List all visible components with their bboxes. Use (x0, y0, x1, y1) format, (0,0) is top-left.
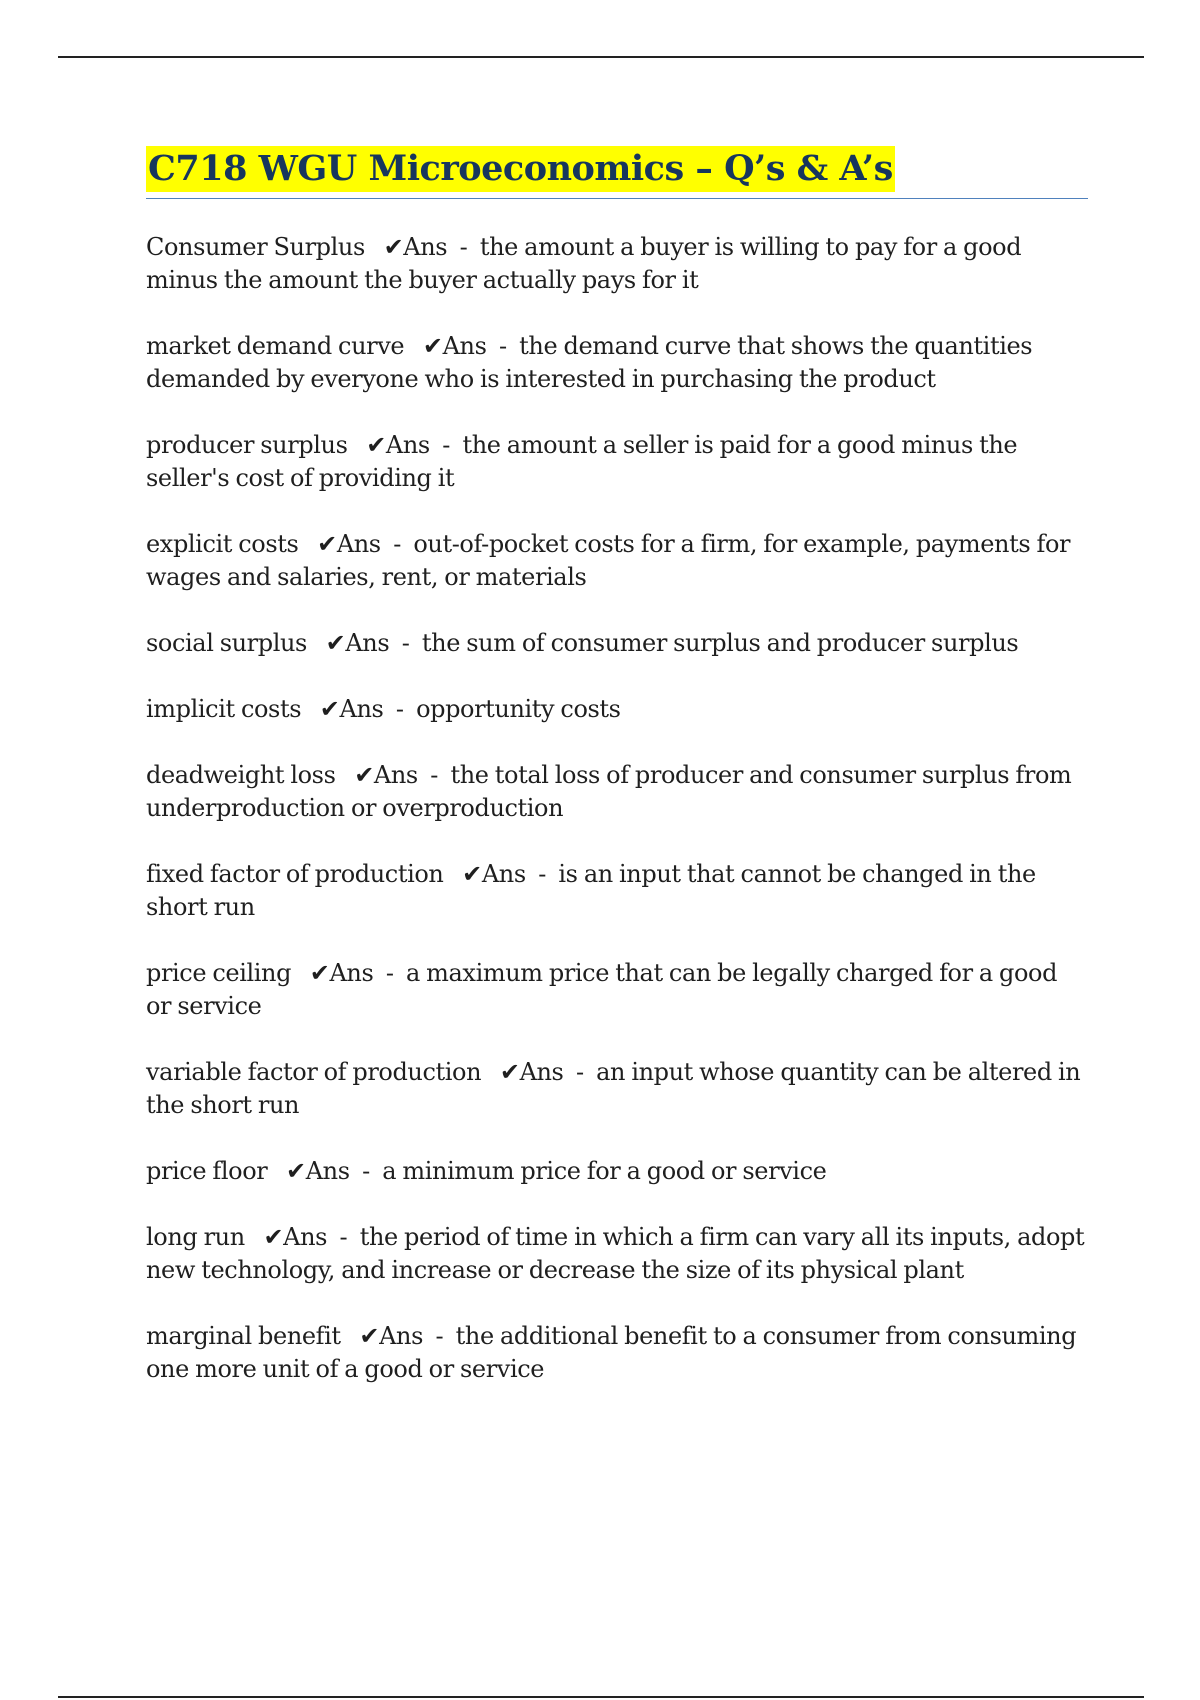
qa-item: deadweight loss ✔Ans - the total loss of producer and consumer surplus from underproduction or overproduction (146, 761, 1072, 822)
qa-term: implicit costs (146, 695, 302, 723)
qa-item: variable factor of production ✔Ans - an input whose quantity can be altered in the short run (146, 1058, 1081, 1119)
qa-term: marginal benefit (146, 1322, 341, 1350)
qa-item: Consumer Surplus ✔Ans - the amount a buyer is willing to pay for a good minus the amount the buyer actually pays for it (146, 233, 1022, 294)
qa-definition: a maximum price that can be legally charged for a good or service (146, 959, 1058, 1020)
qa-item: market demand curve ✔Ans - the demand curve that shows the quantities demanded by everyone who is interested in purchasing the product (146, 332, 1033, 393)
answer-check-marker: ✔Ans (422, 332, 487, 360)
qa-term: producer surplus (146, 431, 348, 459)
answer-check-marker: ✔Ans (366, 431, 430, 459)
qa-list (146, 231, 1088, 1386)
answer-check-marker: ✔Ans (383, 233, 448, 261)
qa-definition: the amount a seller is paid for a good minus the seller's cost of providing it (146, 431, 1018, 492)
qa-term: long run (146, 1223, 245, 1251)
qa-definition: the period of time in which a firm can vary all its inputs, adopt new technology, and increase or decrease the size of its physical plant (146, 1223, 1085, 1284)
qa-definition: the total loss of producer and consumer surplus from underproduction or overproduction (146, 761, 1072, 822)
document-title: C718 WGU Microeconomics – Q’s & A’s (146, 146, 895, 192)
answer-check-marker: ✔Ans (286, 1157, 350, 1185)
qa-term: price floor (146, 1157, 268, 1185)
qa-item: long run ✔Ans - the period of time in which a firm can vary all its inputs, adopt new technology, and increase or decrease the size of its physical plant (146, 1223, 1085, 1284)
answer-check-marker: ✔Ans (359, 1322, 423, 1350)
qa-item: fixed factor of production ✔Ans - is an input that cannot be changed in the short run (146, 860, 1036, 921)
answer-check-marker: ✔Ans (317, 530, 381, 558)
document-body (146, 146, 1088, 1419)
qa-item: social surplus ✔Ans - the sum of consumer surplus and producer surplus (146, 629, 1019, 657)
answer-check-marker: ✔Ans (319, 695, 384, 723)
qa-term: variable factor of production (146, 1058, 482, 1086)
qa-term: price ceiling (146, 959, 292, 987)
answer-check-marker: ✔Ans (325, 629, 390, 657)
footer-rule (58, 1696, 1144, 1698)
qa-item: price floor ✔Ans - a minimum price for a good or service (146, 1157, 827, 1185)
qa-definition: the additional benefit to a consumer from consuming one more unit of a good or service (146, 1322, 1077, 1383)
qa-definition: is an input that cannot be changed in the short run (146, 860, 1036, 921)
qa-term: Consumer Surplus (146, 233, 365, 261)
qa-item: implicit costs ✔Ans - opportunity costs (146, 695, 621, 723)
answer-check-marker: ✔Ans (354, 761, 418, 789)
qa-term: fixed factor of production (146, 860, 444, 888)
qa-term: explicit costs (146, 530, 299, 558)
qa-item: producer surplus ✔Ans - the amount a seller is paid for a good minus the seller's cost of providing it (146, 431, 1018, 492)
qa-item: price ceiling ✔Ans - a maximum price that can be legally charged for a good or service (146, 959, 1058, 1020)
answer-check-marker: ✔Ans (309, 959, 374, 987)
qa-definition: the sum of consumer surplus and producer surplus (421, 629, 1019, 657)
qa-definition: out-of-pocket costs for a firm, for example, payments for wages and salaries, rent, or materials (146, 530, 1071, 591)
qa-definition: an input whose quantity can be altered in the short run (146, 1058, 1081, 1119)
title-block (146, 146, 1088, 199)
qa-definition: the demand curve that shows the quantities demanded by everyone who is interested in purchasing the product (146, 332, 1033, 393)
answer-check-marker: ✔Ans (499, 1058, 564, 1086)
qa-definition: a minimum price for a good or service (382, 1157, 827, 1185)
qa-term: social surplus (146, 629, 307, 657)
answer-check-marker: ✔Ans (263, 1223, 328, 1251)
qa-term: deadweight loss (146, 761, 336, 789)
qa-term: market demand curve (146, 332, 405, 360)
qa-item: marginal benefit ✔Ans - the additional benefit to a consumer from consuming one more unit of a good or service (146, 1322, 1077, 1383)
qa-definition: opportunity costs (416, 695, 621, 723)
answer-check-marker: ✔Ans (462, 860, 526, 888)
header-rule (58, 56, 1144, 58)
qa-definition: the amount a buyer is willing to pay for a good minus the amount the buyer actually pays for it (146, 233, 1022, 294)
qa-item: explicit costs ✔Ans - out-of-pocket costs for a firm, for example, payments for wages and salaries, rent, or materials (146, 530, 1071, 591)
